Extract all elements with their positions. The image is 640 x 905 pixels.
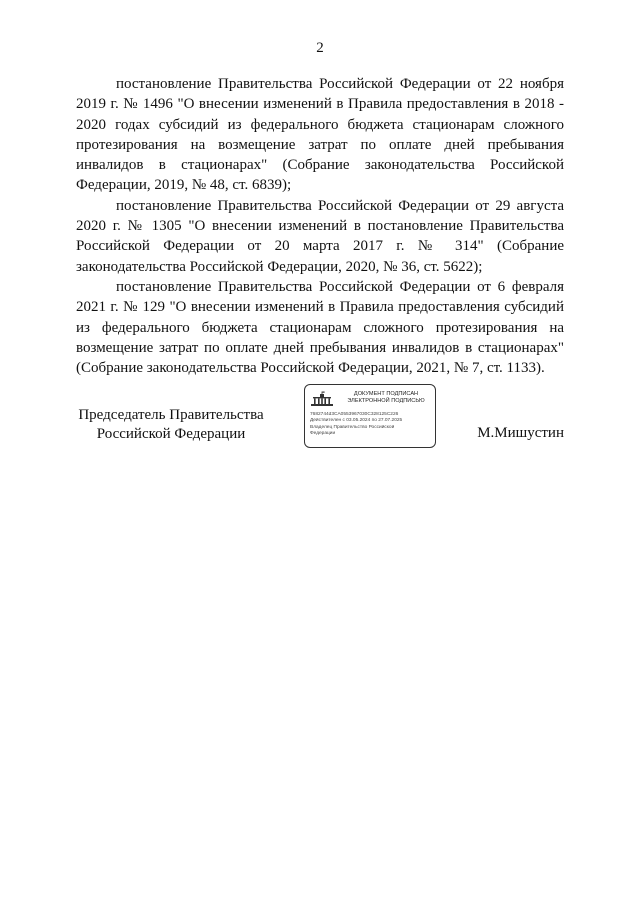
stamp-owner-line2: Федерации bbox=[310, 431, 336, 437]
signatory-position-line2: Российской Федерации bbox=[96, 426, 246, 442]
signatory-position bbox=[76, 406, 266, 444]
page-number: 2 bbox=[316, 40, 324, 56]
paragraph-resolution-1305: постановление Правительства Российской Федерации от 29 августа 2020 г. № 1305 "О внесении изменений в постановление Правительства Российской Федерации от 20 марта 2017 г. № 314" (Собрание законодательства Российской Федерации, 2020, № 36, ст. 5622); bbox=[76, 197, 564, 275]
document-body bbox=[76, 74, 564, 378]
paragraph-resolution-1496: постановление Правительства Российской Федерации от 22 ноября 2019 г. № 1496 "О внесении изменений в Правила предоставления в 2018 - 2020 годах субсидий из федерального бюджета стационарам сложного протезирования на возмещение затрат по оплате дней пребывания инвалидов в стационарах" (Собрание законодательства Российской Федерации, 2019, № 48, ст. 6839); bbox=[76, 76, 564, 194]
stamp-title-line2: ЭЛЕКТРОННОЙ ПОДПИСЬЮ bbox=[347, 398, 425, 404]
electronic-signature-stamp bbox=[304, 384, 436, 448]
signatory-name: М.Мишустин bbox=[477, 425, 564, 441]
paragraph-resolution-129: постановление Правительства Российской Федерации от 6 февраля 2021 г. № 129 "О внесении изменений в Правила предоставления субсидий из федерального бюджета стационарам сложного протезирования на возмещение затрат по оплате дней пребывания инвалидов в стационарах" (Собрание законодательства Российской Федерации, 2021, № 7, ст. 1133). bbox=[76, 278, 564, 377]
stamp-owner-line1: Владелец Правительство Российской bbox=[310, 424, 395, 430]
stamp-validity: Действителен с 03.05.2024 по 27.07.2025 bbox=[310, 418, 403, 424]
government-building-icon bbox=[310, 391, 334, 407]
stamp-details bbox=[310, 412, 434, 438]
stamp-certificate: 7682744d3CA0553967030C328125C226 bbox=[310, 412, 399, 417]
stamp-title-line1: ДОКУМЕНТ ПОДПИСАН bbox=[353, 391, 419, 397]
signatory-position-line1: Председатель Правительства bbox=[78, 407, 264, 423]
stamp-title bbox=[339, 391, 433, 405]
